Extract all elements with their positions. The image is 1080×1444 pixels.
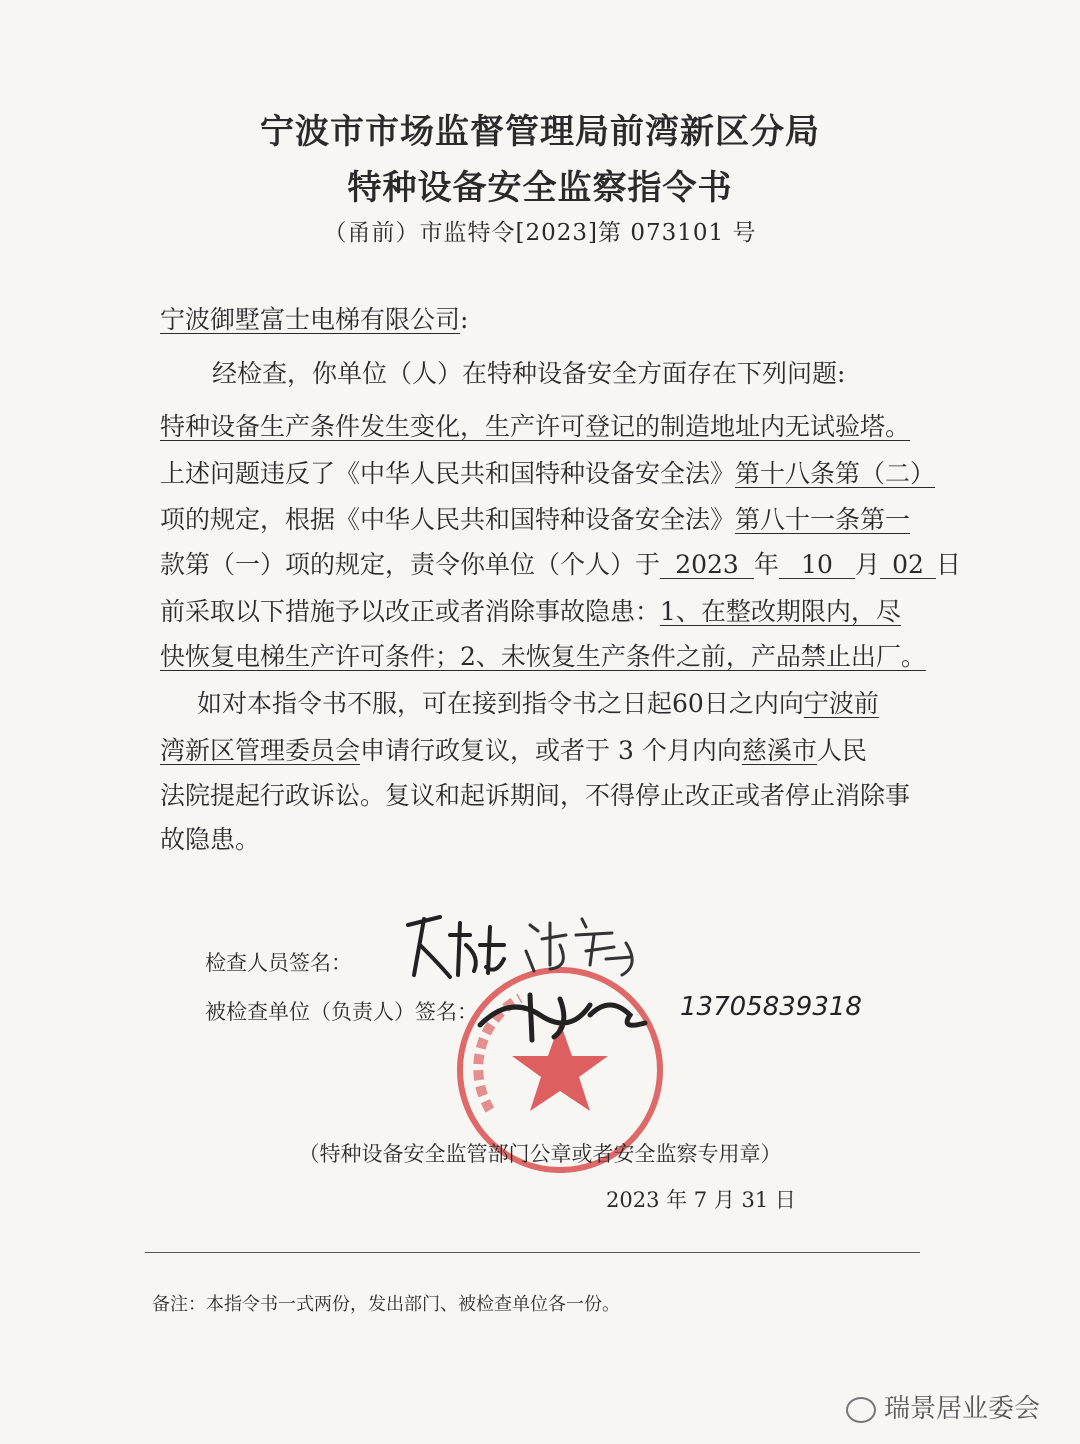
review-authority-start: 宁波前 xyxy=(803,689,879,718)
addressee: 宁波御墅富士电梯有限公司 xyxy=(160,305,461,334)
penalty-article: 第八十一条第一 xyxy=(735,505,911,534)
basis-text: 项的规定，根据《中华人民共和国特种设备安全法》 xyxy=(160,505,736,534)
inspected-signature xyxy=(470,985,670,1045)
document-number: （甬前）市监特令[2023]第 073101 号 xyxy=(323,220,757,246)
review-authority-end: 湾新区管理委员会 xyxy=(160,736,361,765)
problem-text: 特种设备生产条件发生变化，生产许可登记的制造地址内无试验塔。 xyxy=(160,412,911,441)
remark: 备注：本指令书一式两份，发出部门、被检查单位各一份。 xyxy=(152,1294,620,1315)
year-unit: 年 xyxy=(754,550,780,579)
appeal-line-3: 法院提起行政诉讼。复议和起诉期间，不得停止改正或者停止消除事 xyxy=(160,781,911,810)
deadline-month: 10 xyxy=(779,552,855,579)
violation-text: 上述问题违反了《中华人民共和国特种设备安全法》 xyxy=(160,459,736,488)
document-issuer-title: 宁波市市场监督管理局前湾新区分局 xyxy=(260,112,820,152)
deadline-day: 02 xyxy=(880,552,936,579)
intro-text: 经检查，你单位（人）在特种设备安全方面存在下列问题: xyxy=(212,359,846,388)
deadline-year: 2023 xyxy=(660,552,754,579)
day-unit: 日 xyxy=(936,550,962,579)
body-line-3 xyxy=(160,545,961,581)
order-text: 款第（一）项的规定，责令你单位（个人）于 xyxy=(160,550,661,579)
wechat-icon xyxy=(846,1397,876,1423)
appeal-line-1 xyxy=(197,684,879,720)
watermark xyxy=(846,1388,1040,1425)
document-title: 特种设备安全监察指令书 xyxy=(347,168,733,208)
measure-1-start: 1、在整改期限内，尽 xyxy=(660,597,901,626)
measures-text: 快恢复电梯生产许可条件；2、未恢复生产条件之前，产品禁止出厂。 xyxy=(160,642,926,671)
appeal-text: 如对本指令书不服，可在接到指令书之日起60日之内向 xyxy=(197,689,804,718)
footer-divider xyxy=(145,1252,920,1253)
watermark-text: 瑞景居业委会 xyxy=(883,1394,1040,1424)
court-text: 人民 xyxy=(816,736,867,765)
violated-article: 第十八条第（二） xyxy=(735,459,936,488)
body-line-1 xyxy=(160,454,935,490)
month-unit: 月 xyxy=(855,550,881,579)
inspected-unit-signature-label: 被检查单位（负责人）签名： xyxy=(205,1000,478,1024)
inspector-signature xyxy=(400,905,660,985)
addressee-colon: : xyxy=(460,305,469,334)
measures-intro: 前采取以下措施予以改正或者消除事故隐患： xyxy=(160,597,661,626)
appeal-line-2 xyxy=(160,731,867,767)
body-line-2 xyxy=(160,500,910,536)
body-line-4 xyxy=(160,592,901,628)
appeal-review-text: 申请行政复议，或者于 3 个月内向 xyxy=(360,736,742,765)
appeal-line-4: 故隐患。 xyxy=(160,825,261,854)
inspected-phone: 13705839318 xyxy=(680,992,862,1022)
seal-note: （特种设备安全监管部门公章或者安全监察专用章） xyxy=(298,1142,782,1166)
court-city: 慈溪市 xyxy=(741,736,817,765)
addressee-line xyxy=(160,300,468,336)
issue-date: 2023 年 7 月 31 日 xyxy=(606,1188,796,1212)
inspector-signature-label: 检查人员签名： xyxy=(205,951,352,975)
